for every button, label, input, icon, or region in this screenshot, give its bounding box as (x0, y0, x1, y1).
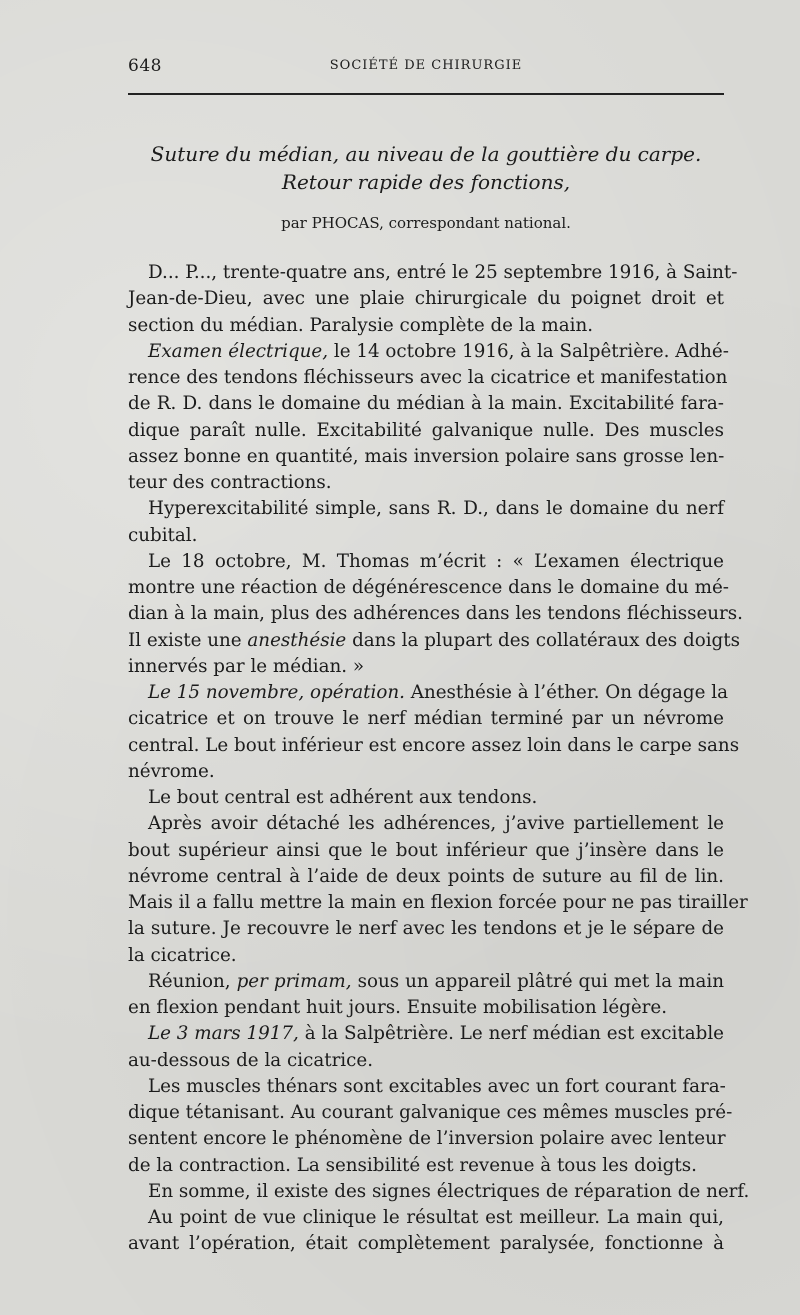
article-body (128, 260, 750, 1258)
text-line (128, 1205, 724, 1231)
text-run: dique paraît nulle. Excitabilité galvanique nulle. Des muscles (128, 419, 724, 441)
text-line (128, 759, 724, 785)
text-line (128, 890, 748, 916)
text-run: dique tétanisant. Au courant galvanique ces mêmes muscles pré- (128, 1102, 733, 1123)
text-line (128, 391, 724, 417)
header-rule (128, 93, 724, 95)
text-run: Le bout central est adhérent aux tendons. (148, 787, 538, 808)
text-run: Il existe une (128, 629, 248, 651)
text-run: le 14 octobre 1916, à la Salpêtrière. Adhé- (328, 340, 729, 362)
text-run: de R. D. dans le domaine du médian à la main. Excitabilité fara- (128, 393, 724, 415)
text-run: innervés par le médian. » (128, 655, 365, 677)
text-run: cubital. (128, 524, 198, 546)
running-head: SOCIÉTÉ DE CHIRURGIE (329, 58, 523, 73)
text-run: cicatrice et on trouve le nerf médian terminé par un névrome (128, 708, 724, 730)
text-line (128, 1074, 724, 1100)
text-run: la cicatrice. (128, 944, 237, 966)
italic-run: per primam, (236, 970, 352, 992)
text-line (128, 838, 724, 864)
text-line (128, 260, 738, 286)
text-run: teur des contractions. (128, 472, 332, 493)
text-run: Après avoir détaché les adhérences, j’avive partiellement le (148, 813, 724, 835)
text-run: D... P..., trente-quatre ans, entré le 25 septembre 1916, à Saint- (148, 262, 738, 283)
text-run: en flexion pendant huit jours. Ensuite mobilisation légère. (128, 997, 668, 1018)
text-run: dian à la main, plus des adhérences dans les tendons fléchisseurs. (128, 603, 743, 625)
text-line (128, 864, 724, 890)
text-run: Au point de vue clinique le résultat est meilleur. La main qui, (148, 1207, 724, 1228)
text-run: névrome. (128, 760, 215, 782)
text-run: Anesthésie à l’éther. On dégage la (404, 682, 728, 703)
text-line (128, 1153, 724, 1179)
text-line (128, 1179, 750, 1205)
text-line (128, 1021, 724, 1047)
text-line (128, 680, 728, 706)
text-line (128, 601, 743, 627)
text-line (128, 549, 724, 575)
text-run: à la Salpêtrière. Le nerf médian est excitable (298, 1023, 725, 1045)
italic-run: Examen électrique, (148, 340, 329, 362)
text-run: Jean-de-Dieu, avec une plaie chirurgicale du poignet droit et (128, 288, 724, 310)
text-line (128, 496, 724, 522)
text-line (128, 916, 724, 942)
text-line (128, 523, 724, 549)
text-run: rence des tendons fléchisseurs avec la cicatrice et manifestation (128, 367, 728, 388)
text-line (128, 575, 729, 601)
page-number: 648 (128, 56, 162, 76)
text-run: sous un appareil plâtré qui met la main (351, 970, 724, 992)
article-title (128, 140, 724, 196)
text-line (128, 1048, 724, 1074)
text-line (128, 1100, 733, 1126)
italic-run: Le 3 mars 1917, (148, 1023, 299, 1045)
text-line (128, 969, 724, 995)
text-run: Les muscles thénars sont excitables avec un fort courant fara- (148, 1075, 726, 1097)
italic-run: Le 15 novembre, opération. (148, 682, 405, 703)
text-line (128, 1231, 724, 1257)
text-run: au-dessous de la cicatrice. (128, 1049, 374, 1071)
text-run: bout supérieur ainsi que le bout inférieur que j’insère dans le (128, 839, 724, 861)
title-line: Retour rapide des fonctions, (281, 170, 571, 194)
text-run: de la contraction. La sensibilité est revenue à tous les doigts. (128, 1154, 697, 1176)
text-line (128, 628, 740, 654)
text-line (128, 785, 724, 811)
text-run: Le 18 octobre, M. Thomas m’écrit : « L’examen électrique (148, 550, 724, 572)
text-run: dans la plupart des collatéraux des doigts (346, 629, 740, 651)
text-run: Réunion, (148, 970, 237, 992)
text-line (128, 444, 724, 470)
text-run: En somme, il existe des signes électriques de réparation de nerf. (148, 1180, 750, 1202)
text-line (128, 470, 724, 496)
italic-run: anesthésie (247, 629, 347, 651)
text-line (128, 995, 724, 1021)
text-line (128, 339, 729, 365)
text-line (128, 365, 728, 391)
text-run: montre une réaction de dégénérescence dans le domaine du mé- (128, 577, 729, 598)
text-line (128, 418, 724, 444)
text-line (128, 654, 724, 680)
text-line (128, 313, 724, 339)
text-run: avant l’opération, était complètement paralysée, fonctionne à (128, 1233, 724, 1255)
text-run: la suture. Je recouvre le nerf avec les tendons et je le sépare de (128, 918, 724, 940)
text-line (128, 1126, 724, 1152)
text-run: assez bonne en quantité, mais inversion polaire sans grosse len- (128, 445, 725, 467)
text-run: névrome central à l’aide de deux points de suture au fil de lin. (128, 865, 724, 887)
text-run: central. Le bout inférieur est encore assez loin dans le carpe sans (128, 734, 740, 756)
text-run: Mais il a fallu mettre la main en flexion forcée pour ne pas tirailler (128, 892, 748, 913)
text-line (128, 706, 724, 732)
title-line: Suture du médian, au niveau de la gouttière du carpe. (150, 142, 702, 166)
text-line (128, 286, 724, 312)
page-header (128, 56, 724, 80)
text-run: Hyperexcitabilité simple, sans R. D., dans le domaine du nerf (148, 498, 724, 520)
text-line (128, 943, 724, 969)
byline: par PHOCAS, correspondant national. (281, 214, 571, 232)
text-run: section du médian. Paralysie complète de la main. (128, 314, 594, 336)
text-run: sentent encore le phénomène de l’inversion polaire avec lenteur (128, 1128, 726, 1150)
text-line (128, 811, 724, 837)
text-line (128, 733, 740, 759)
